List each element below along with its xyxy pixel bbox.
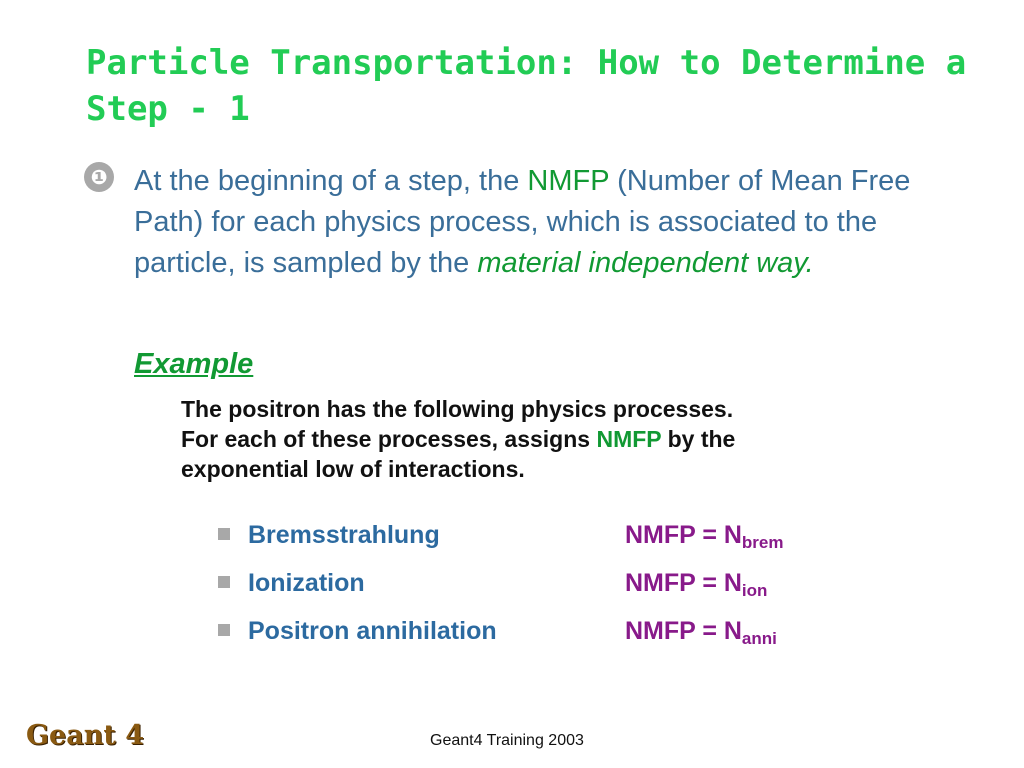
process-name: Ionization (248, 569, 365, 597)
formula-text: NMFP = N (625, 521, 742, 549)
numbered-bullet-icon: ❶ (84, 162, 114, 192)
process-name: Positron annihilation (248, 617, 497, 645)
footer-text: Geant4 Training 2003 (430, 732, 584, 749)
square-bullet-icon (218, 576, 230, 588)
process-nmfp-formula (625, 566, 767, 608)
desc-line-3: exponential low of interactions. (181, 456, 525, 482)
formula-text: NMFP = N (625, 569, 742, 597)
desc-nmfp-term: NMFP (596, 426, 662, 452)
intro-period: . (805, 247, 814, 279)
desc-line-2-pre: For each of these processes, assigns (181, 426, 597, 452)
intro-italic-phrase: material independent way (477, 247, 806, 279)
formula-subscript: brem (741, 533, 784, 552)
process-list (214, 518, 854, 662)
intro-text-2: (Number of Mean Free Path) for each physics process, which is associated to the particle, is sampled by the (134, 165, 911, 279)
formula-text: NMFP = N (625, 617, 742, 645)
process-row-ionization (214, 566, 854, 614)
desc-line-1: The positron has the following physics processes. (181, 396, 734, 422)
intro-paragraph (134, 161, 954, 284)
process-row-bremsstrahlung (214, 518, 854, 566)
formula-subscript: ion (741, 581, 768, 600)
nmfp-term: NMFP (527, 165, 610, 197)
geant4-logo: Geant 4 (26, 720, 145, 751)
process-name: Bremsstrahlung (248, 521, 440, 549)
formula-subscript: anni (741, 629, 777, 648)
square-bullet-icon (218, 528, 230, 540)
square-bullet-icon (218, 624, 230, 636)
example-heading: Example (134, 348, 254, 380)
process-row-annihilation (214, 614, 854, 662)
example-description (181, 394, 921, 484)
process-nmfp-formula (625, 614, 777, 656)
desc-line-2-post: by the (661, 426, 736, 452)
intro-text-1: At the beginning of a step, the (134, 165, 528, 197)
process-nmfp-formula (625, 518, 784, 560)
slide-title: Particle Transportation: How to Determine a Step - 1 (86, 43, 967, 129)
